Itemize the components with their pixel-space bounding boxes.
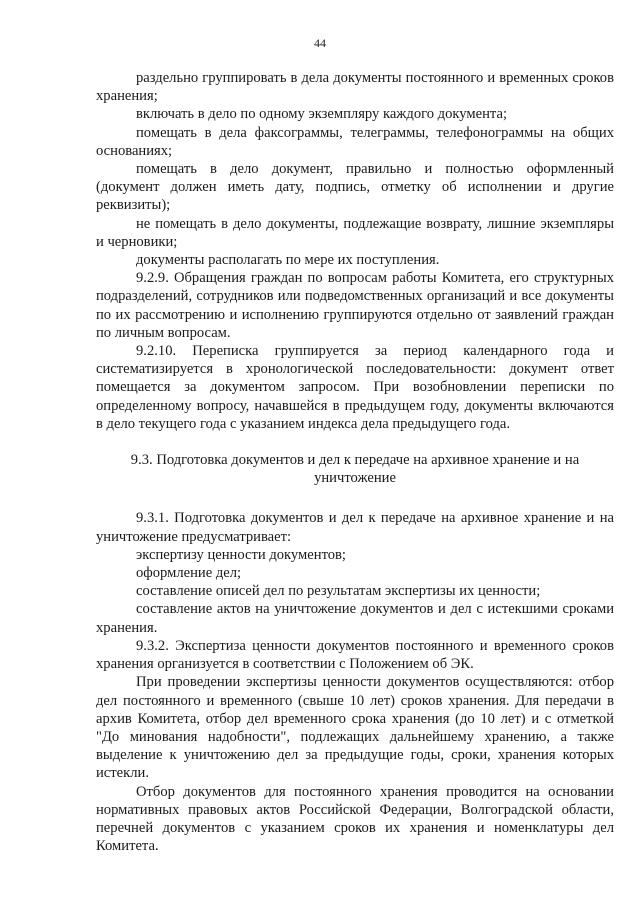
paragraph: экспертизу ценности документов; [136, 546, 346, 563]
paragraph: раздельно группировать в дела документы постоянного и временных сроков хранения; [96, 70, 614, 105]
page-number: 44 [314, 36, 326, 50]
paragraph: 9.2.10. Переписка группируется за период календарного года и систематизируется в хронологической последовательности: документ ответ помещается за документом запросом. При возобновлении переписки по определенному вопросу, начавшейся в предыдущем году, документы включаются в дело текущего года с указанием индекса дела предыдущего года. [96, 343, 614, 432]
paragraph: составление описей дел по результатам экспертизы их ценности; [136, 583, 541, 600]
section-heading-line: уничтожение [314, 470, 396, 487]
paragraph: помещать в дело документ, правильно и полностью оформленный (документ должен иметь дату, подпись, отметку об исполнении и другие реквизиты); [96, 161, 614, 214]
section-heading [96, 451, 614, 487]
paragraph: помещать в дела факсограммы, телеграммы, телефонограммы на общих основаниях; [96, 124, 614, 159]
section-heading-line: 9.3. Подготовка документов и дел к передаче на архивное хранение и на [130, 452, 580, 469]
paragraph: 9.2.9. Обращения граждан по вопросам работы Комитета, его структурных подразделений, сотрудников или подведомственных организаций и все документы по их рассмотрению и исполнению группируются отдельно от заявлений граждан по личным вопросам. [96, 270, 614, 341]
document-body [96, 69, 614, 855]
paragraph: не помещать в дело документы, подлежащие возврату, лишние экземпляры и черновики; [96, 215, 614, 250]
paragraph: Отбор документов для постоянного хранения проводится на основании нормативных правовых актов Российской Федерации, Волгоградской области, перечней документов с указанием сроков их хранения и номенклатуры дел Комитета. [96, 783, 614, 855]
paragraph: документы располагать по мере их поступления. [136, 252, 440, 269]
paragraph: оформление дел; [136, 565, 242, 582]
paragraph: 9.3.1. Подготовка документов и дел к передаче на архивное хранение и на уничтожение предусматривает: [96, 510, 614, 545]
paragraph: составление актов на уничтожение документов и дел с истекшими сроками хранения. [96, 601, 614, 636]
paragraph: включать в дело по одному экземпляру каждого документа; [136, 106, 507, 123]
paragraph: 9.3.2. Экспертиза ценности документов постоянного и временного сроков хранения организуется в соответствии с Положением об ЭК. [96, 637, 614, 673]
paragraph: При проведении экспертизы ценности документов осуществляются: отбор дел постоянного и временного (свыше 10 лет) сроков хранения. Для передачи в архив Комитета, отбор дел временного срока хранения (до 10 лет) и с отметкой "До минования надобности", подлежащих дальнейшему хранению, а также выделение к уничтожению дел за предыдущие годы, сроки, хранения которых истекли. [96, 674, 614, 782]
